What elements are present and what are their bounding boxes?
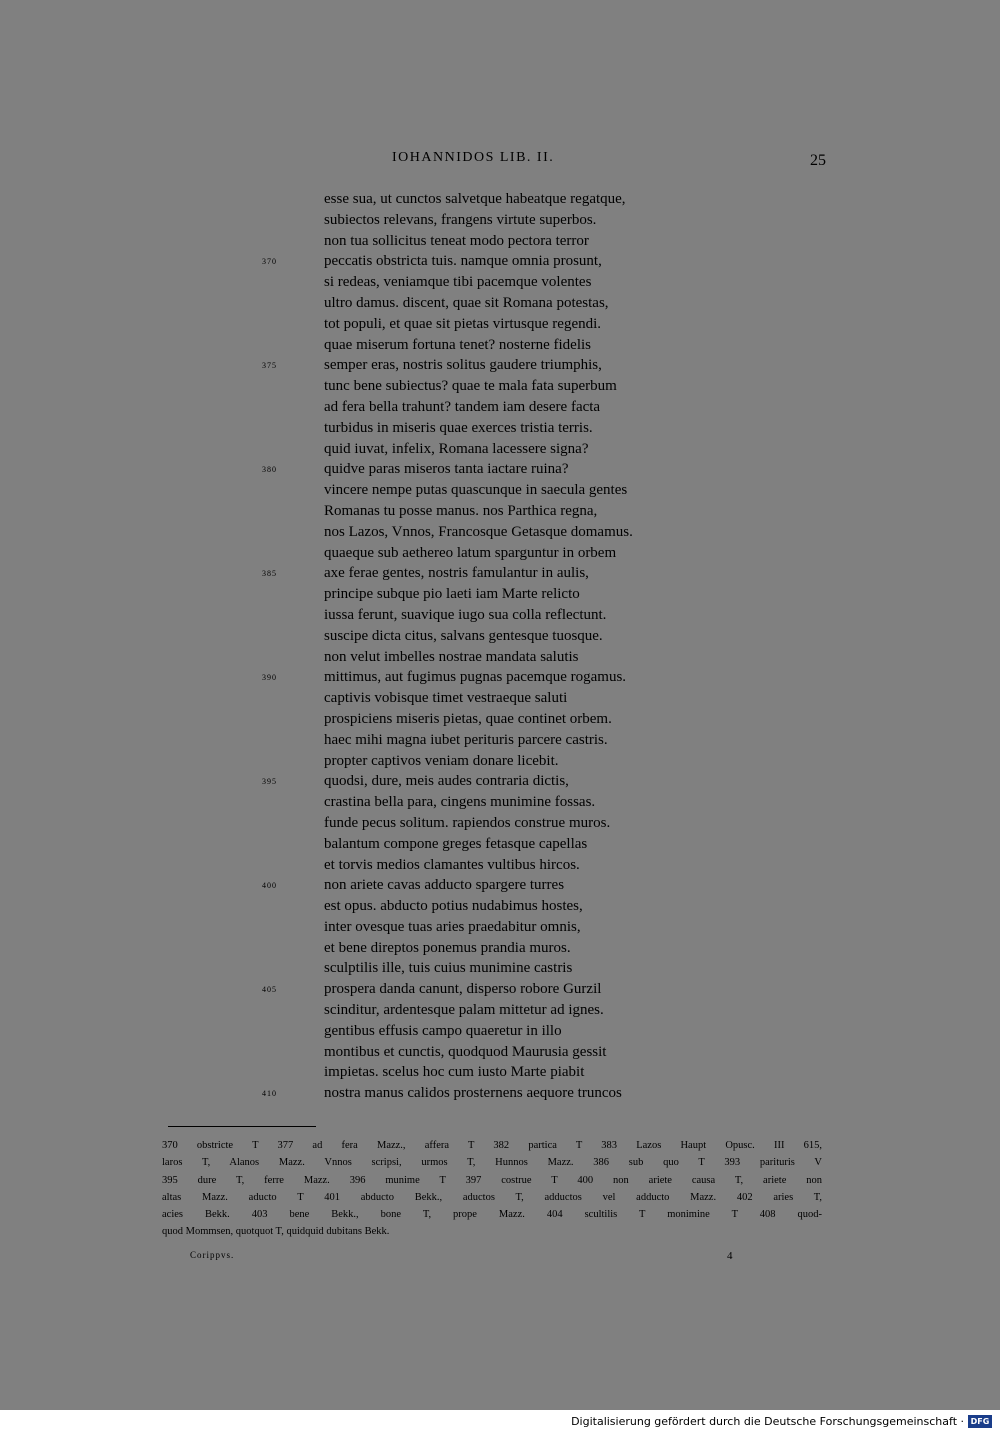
verse-text: vincere nempe putas quascunque in saecula gentes — [324, 482, 628, 499]
verse-text: haec mihi magna iubet perituris parcere castris. — [324, 731, 608, 748]
footnote-line: quod Mommsen, quotquot T, quidquid dubitans Bekk. — [162, 1226, 390, 1238]
verse-text: balantum compone greges fetasque capellas — [324, 835, 588, 852]
line-number: 370 — [262, 257, 277, 267]
verse-line — [0, 210, 1000, 231]
verse-text: Romanas tu posse manus. nos Parthica regna, — [324, 502, 598, 519]
verse-line — [0, 439, 1000, 460]
funding-text: Digitalisierung gefördert durch die Deutsche Forschungsgemeinschaft · — [571, 1415, 964, 1428]
verse-line — [0, 459, 1000, 480]
verse-line — [0, 189, 1000, 210]
verse-line — [0, 1021, 1000, 1042]
verse-text: peccatis obstricta tuis. namque omnia prosunt, — [324, 253, 602, 270]
verse-text: quidve paras miseros tanta iactare ruina? — [324, 461, 569, 478]
verse-text: inter ovesque tuas aries praedabitur omnis, — [324, 918, 581, 935]
verse-line — [0, 855, 1000, 876]
line-number: 405 — [262, 985, 277, 995]
verse-text: prospiciens miseris pietas, quae continet orbem. — [324, 710, 612, 727]
verse-line — [0, 875, 1000, 896]
verse-line — [0, 792, 1000, 813]
verse-line — [0, 667, 1000, 688]
verse-line — [0, 584, 1000, 605]
verse-text: quodsi, dure, meis audes contraria dictis, — [324, 773, 569, 790]
line-number: 400 — [262, 881, 277, 891]
verse-text: principe subque pio laeti iam Marte relicto — [324, 586, 580, 603]
verse-text: ultro damus. discent, quae sit Romana potestas, — [324, 294, 609, 311]
verse-line — [0, 751, 1000, 772]
verse-line — [0, 917, 1000, 938]
verse-text: quaeque sub aethereo latum sparguntur in orbem — [324, 544, 617, 561]
author-signature: Corippvs. — [190, 1250, 235, 1260]
page-number: 25 — [810, 152, 826, 169]
verse-line — [0, 335, 1000, 356]
line-number: 380 — [262, 465, 277, 475]
verse-line — [0, 771, 1000, 792]
verse-line — [0, 543, 1000, 564]
sheet-number: 4 — [727, 1250, 733, 1262]
verse-line — [0, 834, 1000, 855]
verse-line — [0, 376, 1000, 397]
verse-line — [0, 314, 1000, 335]
verse-text: axe ferae gentes, nostris famulantur in aulis, — [324, 565, 589, 582]
footnote-line: acies Bekk. 403 bene Bekk., bone T, prope Mazz. 404 scultilis T monimine T 408 quod- — [162, 1209, 822, 1221]
footnote-rule — [168, 1126, 316, 1127]
verse-text: nos Lazos, Vnnos, Francosque Getasque domamus. — [324, 523, 633, 540]
verse-line — [0, 958, 1000, 979]
verse-line — [0, 251, 1000, 272]
verse-line — [0, 501, 1000, 522]
verse-text: gentibus effusis campo quaeretur in illo — [324, 1022, 562, 1039]
verse-text: est opus. abducto potius nudabimus hostes, — [324, 898, 583, 915]
verse-line — [0, 979, 1000, 1000]
verse-text: montibus et cunctis, quodquod Maurusia gessit — [324, 1043, 607, 1060]
verse-text: et torvis medios clamantes vultibus hircos. — [324, 856, 580, 873]
line-number: 410 — [262, 1089, 277, 1099]
verse-text: quid iuvat, infelix, Romana lacessere signa? — [324, 440, 589, 457]
verse-text: non ariete cavas adducto spargere turres — [324, 877, 565, 894]
dfg-logo-icon: DFG — [968, 1415, 992, 1428]
verse-line — [0, 522, 1000, 543]
verse-line — [0, 688, 1000, 709]
verse-text: captivis vobisque timet vestraeque saluti — [324, 690, 568, 707]
verse-text: iussa ferunt, suavique iugo sua colla reflectunt. — [324, 606, 607, 623]
verse-text: nostra manus calidos prosternens aequore truncos — [324, 1085, 622, 1102]
verse-line — [0, 626, 1000, 647]
footnotes — [162, 1137, 822, 1241]
verse-block — [0, 189, 1000, 1104]
verse-line — [0, 605, 1000, 626]
verse-text: esse sua, ut cunctos salvetque habeatque regatque, — [324, 191, 626, 207]
line-number: 385 — [262, 569, 277, 579]
line-number: 375 — [262, 361, 277, 371]
verse-text: et bene direptos ponemus prandia muros. — [324, 939, 571, 956]
verse-line — [0, 355, 1000, 376]
verse-text: tunc bene subiectus? quae te mala fata superbum — [324, 378, 617, 395]
verse-line — [0, 938, 1000, 959]
verse-line — [0, 730, 1000, 751]
verse-text: funde pecus solitum. rapiendos construe muros. — [324, 814, 611, 831]
verse-line — [0, 709, 1000, 730]
verse-text: sculptilis ille, tuis cuius munimine castris — [324, 960, 573, 977]
funding-bar — [0, 1410, 1000, 1434]
line-number: 395 — [262, 777, 277, 787]
verse-text: quae miserum fortuna tenet? nosterne fidelis — [324, 336, 591, 353]
running-title: IOHANNIDOS LIB. II. — [392, 150, 555, 165]
verse-line — [0, 647, 1000, 668]
verse-line — [0, 397, 1000, 418]
verse-text: semper eras, nostris solitus gaudere triumphis, — [324, 357, 602, 374]
verse-line — [0, 1042, 1000, 1063]
verse-text: subiectos relevans, frangens virtute superbos. — [324, 211, 597, 228]
verse-text: non tua sollicitus teneat modo pectora terror — [324, 232, 589, 249]
verse-line — [0, 231, 1000, 252]
verse-line — [0, 1062, 1000, 1083]
verse-line — [0, 563, 1000, 584]
verse-text: ad fera bella trahunt? tandem iam desere facta — [324, 398, 601, 415]
verse-text: tot populi, et quae sit pietas virtusque regendi. — [324, 315, 602, 332]
verse-line — [0, 480, 1000, 501]
verse-text: prospera danda canunt, disperso robore Gurzil — [324, 981, 602, 998]
verse-text: crastina bella para, cingens munimine fossas. — [324, 794, 596, 811]
verse-text: propter captivos veniam donare licebit. — [324, 752, 559, 769]
verse-line — [0, 813, 1000, 834]
footnote-line: 395 dure T, ferre Mazz. 396 munime T 397 costrue T 400 non ariete causa T, ariete non — [162, 1174, 822, 1186]
verse-text: turbidus in miseris quae exerces tristia terris. — [324, 419, 593, 436]
verse-line — [0, 272, 1000, 293]
verse-line — [0, 1083, 1000, 1104]
verse-text: non velut imbelles nostrae mandata salutis — [324, 648, 579, 665]
verse-line — [0, 896, 1000, 917]
verse-text: mittimus, aut fugimus pugnas pacemque rogamus. — [324, 669, 627, 686]
verse-text: si redeas, veniamque tibi pacemque volentes — [324, 274, 592, 291]
verse-line — [0, 418, 1000, 439]
footnote-line: altas Mazz. aducto T 401 abducto Bekk., aductos T, adductos vel adducto Mazz. 402 aries T, — [162, 1191, 822, 1203]
line-number: 390 — [262, 673, 277, 683]
footnote-line: 370 obstricte T 377 ad fera Mazz., affera T 382 partica T 383 Lazos Haupt Opusc. III 615, — [162, 1140, 822, 1151]
verse-text: impietas. scelus hoc cum iusto Marte piabit — [324, 1064, 585, 1081]
verse-line — [0, 1000, 1000, 1021]
verse-text: scinditur, ardentesque palam mittetur ad ignes. — [324, 1002, 604, 1019]
verse-line — [0, 293, 1000, 314]
footnote-line: laros T, Alanos Mazz. Vnnos scripsi, urmos T, Hunnos Mazz. 386 sub quo T 393 parituris V — [162, 1157, 822, 1169]
verse-text: suscipe dicta citus, salvans gentesque tuosque. — [324, 627, 603, 644]
